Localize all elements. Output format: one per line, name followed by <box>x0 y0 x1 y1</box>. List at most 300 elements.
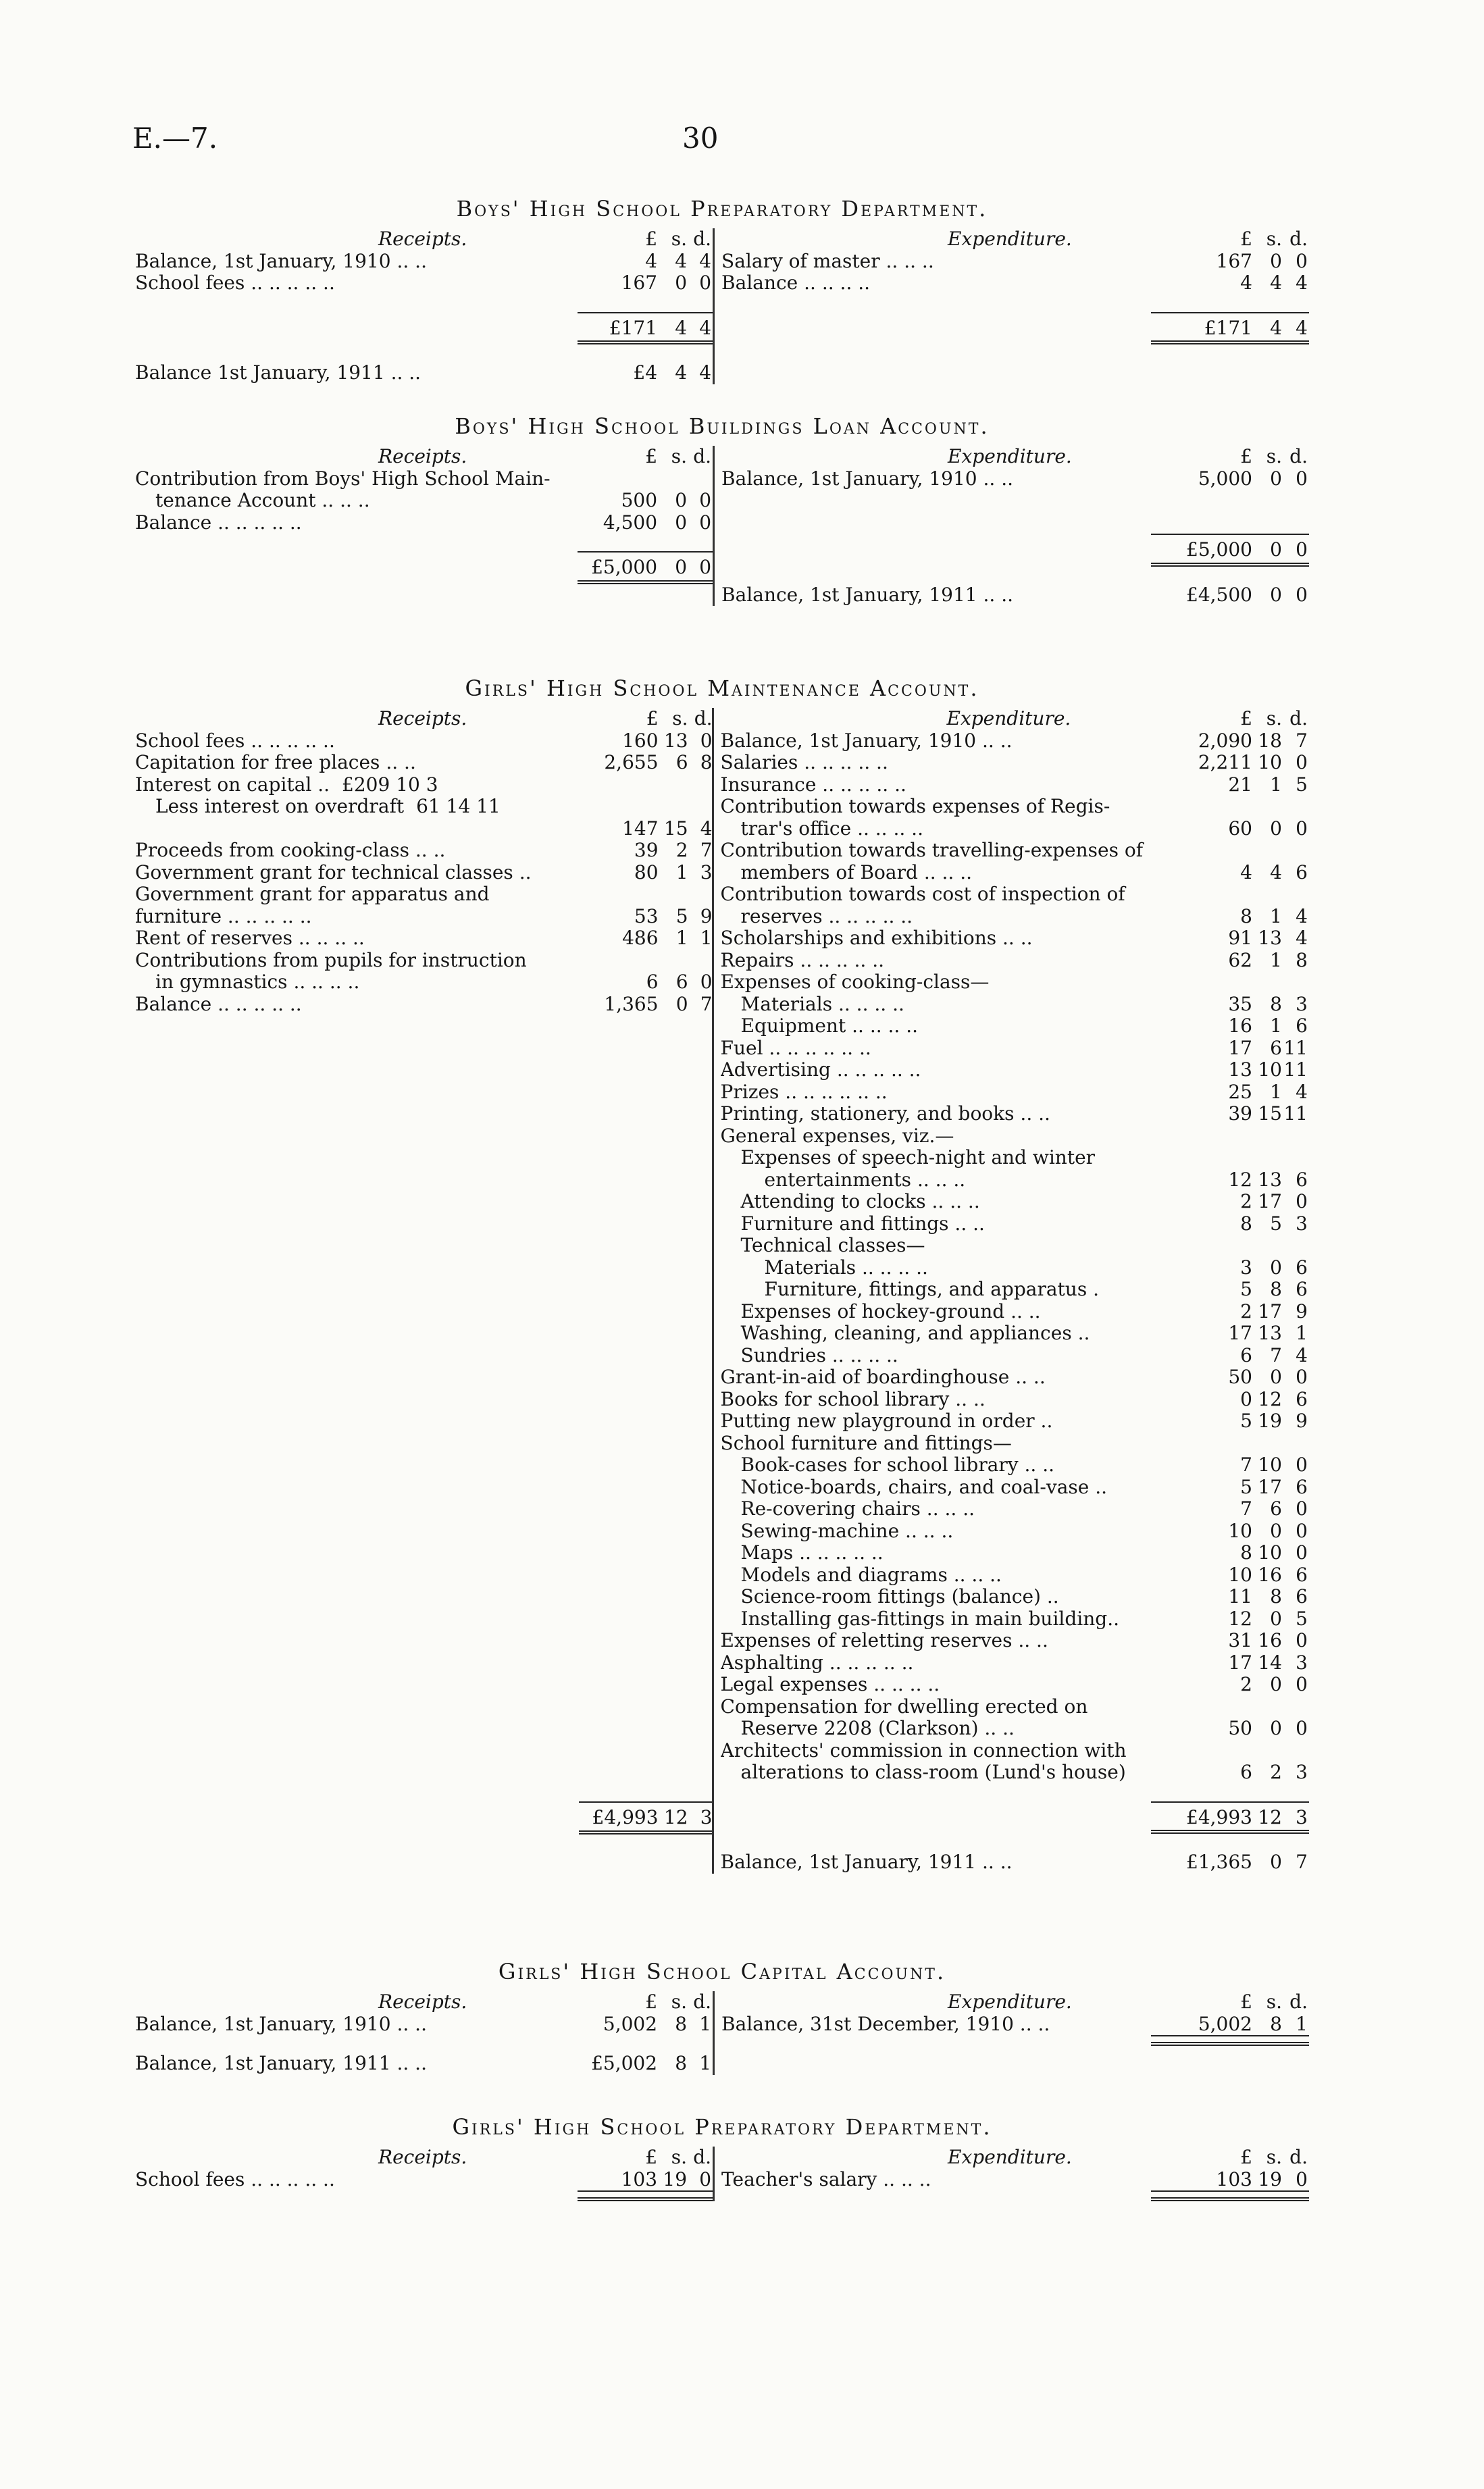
amount-pounds: 4 <box>1240 272 1252 294</box>
dot-leader: .. .. .. <box>925 1191 980 1212</box>
line-text: Advertising <box>720 1059 831 1081</box>
amount-pence: d. <box>693 2146 712 2168</box>
amount-pounds: £ <box>645 1991 658 2013</box>
amount-pence: 6 <box>1296 1387 1308 1410</box>
receipts-total-rule <box>135 2190 713 2201</box>
amount-pounds: £ <box>1240 2146 1252 2168</box>
amount <box>578 1991 713 2013</box>
amount-pence: 0 <box>700 971 713 993</box>
amount <box>1151 927 1309 950</box>
amount-pounds <box>1151 1147 1252 1169</box>
amount-shillings: 6 <box>675 971 688 993</box>
gap <box>135 2035 713 2053</box>
amount-shillings: 6 <box>675 751 688 773</box>
amount <box>1151 1103 1309 1125</box>
amount <box>579 708 714 730</box>
amount-pence: 4 <box>699 361 712 384</box>
amount-pounds <box>1151 971 1252 994</box>
amount-pence: 6 <box>1296 1585 1308 1608</box>
receipts-closing-balance <box>135 2053 713 2075</box>
receipt-line <box>135 906 714 928</box>
amount-pence <box>1282 840 1309 862</box>
line-text: Expenses of reletting reserves <box>720 1630 1013 1651</box>
amount-pounds: 6 <box>1240 1761 1252 1783</box>
line-label <box>135 906 579 928</box>
amount-shillings: 16 <box>1258 1629 1282 1651</box>
amount-pounds: £ <box>645 2146 658 2168</box>
expenditure-line <box>721 1674 1309 1696</box>
amount-pounds: 62 <box>1228 948 1252 971</box>
dot-leader: .. <box>1071 1323 1090 1344</box>
expenditure-line <box>721 1301 1309 1323</box>
expenditure-line <box>721 1081 1309 1104</box>
amount <box>1151 1433 1309 1455</box>
amount-pounds: 5 <box>1240 1410 1252 1432</box>
amount-pence: 0 <box>1296 817 1308 840</box>
amount-pounds: 10 <box>1228 1519 1252 1542</box>
section-title: Boys' High School Buildings Loan Account. <box>455 413 990 439</box>
line-label <box>721 1169 1151 1191</box>
amount-pence: 3 <box>1296 1651 1308 1674</box>
expenditure-line <box>721 2013 1309 2036</box>
amount-pounds: £5,002 <box>591 2052 658 2074</box>
amount-shillings <box>659 950 688 972</box>
dot-leader: .. .. .. .. <box>832 993 904 1015</box>
receipt-line <box>135 2013 713 2036</box>
dot-leader: .. .. .. <box>917 861 973 883</box>
account-section <box>135 675 1309 1874</box>
line-label <box>721 251 1151 273</box>
line-label <box>721 730 1151 752</box>
line-text: Balance, 1st January, 1911 <box>721 584 977 606</box>
dot-leader: .. .. <box>390 250 427 272</box>
amount-shillings: 0 <box>1270 1256 1282 1279</box>
amount-shillings: 0 <box>1270 1851 1282 1873</box>
amount-pence: 4 <box>700 817 713 840</box>
line-label <box>135 883 579 906</box>
line-label <box>135 512 578 534</box>
amount-pence: 4 <box>1296 927 1308 949</box>
amount-pounds: 5,000 <box>1198 467 1252 490</box>
amount-shillings: 19 <box>1258 2167 1282 2190</box>
expenditure-header <box>721 708 1309 730</box>
amount-pounds: 12 <box>1228 1168 1252 1191</box>
gap <box>721 294 1309 312</box>
expenditure-line <box>721 1520 1309 1543</box>
line-label <box>721 1477 1151 1499</box>
amount-shillings: 0 <box>675 556 688 578</box>
amount-pounds <box>1151 1433 1252 1455</box>
amount-shillings <box>659 774 688 796</box>
amount-pence: 1 <box>700 927 713 949</box>
line-label <box>721 1564 1151 1587</box>
line-text: Models and diagrams <box>740 1564 948 1586</box>
amount-pence: 7 <box>700 839 713 861</box>
amount-pence: d. <box>693 445 712 467</box>
amount-shillings: 0 <box>1270 817 1282 840</box>
amount <box>1151 1851 1309 1874</box>
amount-shillings: 5 <box>1270 1212 1282 1235</box>
amount-pence: 8 <box>1296 948 1308 971</box>
amount-pence: 0 <box>700 729 713 752</box>
amount-pence: 5 <box>1296 1607 1308 1630</box>
amount-pence <box>1282 1433 1309 1455</box>
line-text: Proceeds from cooking-class <box>135 840 409 861</box>
line-text: Reserve 2208 (Clarkson) <box>740 1718 979 1739</box>
amount-pounds <box>1151 1696 1252 1718</box>
dot-leader: .. .. <box>948 1212 985 1235</box>
amount-pounds: 17 <box>1228 1036 1252 1059</box>
amount-shillings: 0 <box>675 511 688 534</box>
amount-pounds: 5 <box>1240 1278 1252 1300</box>
expenditure-closing-balance <box>721 1851 1309 1874</box>
expenditure-line <box>721 1410 1309 1433</box>
expenditure-line <box>721 971 1309 994</box>
line-label <box>721 883 1151 906</box>
receipts-total <box>135 1801 714 1834</box>
account-section <box>135 413 1309 606</box>
line-label <box>721 1345 1151 1367</box>
amount <box>1151 1762 1309 1784</box>
amount-pence: d. <box>693 1991 712 2013</box>
dot-leader: .. .. .. .. .. <box>823 1651 914 1674</box>
amount-pounds: 91 <box>1228 927 1252 949</box>
line-label <box>721 774 1151 796</box>
amount <box>1151 1389 1309 1411</box>
dot-leader: .. .. .. .. .. <box>245 272 335 294</box>
line-text: General expenses, viz.— <box>720 1125 954 1147</box>
line-text: Legal expenses <box>720 1674 868 1695</box>
amount-pounds: 4 <box>645 249 658 272</box>
amount-shillings: s. <box>1266 228 1282 250</box>
amount-pounds <box>1151 883 1252 906</box>
amount-pounds: 8 <box>1240 1212 1252 1235</box>
receipt-line <box>135 883 714 906</box>
amount-pence: 9 <box>1296 1300 1308 1323</box>
amount-pounds: 35 <box>1228 992 1252 1015</box>
line-label <box>721 272 1151 294</box>
expenditure-line <box>721 468 1309 490</box>
amount-pence: 0 <box>1296 1366 1308 1388</box>
line-label <box>721 818 1151 840</box>
line-label <box>721 1608 1151 1631</box>
dot-leader: .. .. <box>380 752 416 773</box>
dot-leader: .. .. .. .. .. <box>822 905 913 927</box>
amount-pounds: 103 <box>1216 2167 1252 2190</box>
amount <box>579 730 714 752</box>
gap <box>135 344 713 362</box>
dot-leader: .. .. .. <box>315 490 370 511</box>
amount-pounds: 160 <box>622 729 659 752</box>
line-text: Capitation for free places <box>135 752 380 773</box>
amount-pounds: 39 <box>1228 1102 1252 1125</box>
line-text: members of Board <box>740 861 918 883</box>
amount-pence: 6 <box>1296 861 1308 883</box>
amount-shillings: 4 <box>675 361 688 384</box>
dot-leader: .. .. <box>409 840 446 861</box>
amount-pence: 5 <box>1296 773 1308 796</box>
gap <box>135 534 713 551</box>
amount-pence: 7 <box>1296 729 1308 752</box>
receipts-column <box>135 446 715 606</box>
line-text: Contributions from pupils for instruction <box>135 949 527 971</box>
amount-pence: 0 <box>1296 467 1308 490</box>
sub-amount: 61 14 11 <box>416 796 501 817</box>
account-columns <box>135 446 1309 606</box>
line-text: Fuel <box>720 1037 763 1059</box>
line-text: Asphalting <box>720 1651 823 1674</box>
dot-leader: .. .. .. <box>947 1564 1002 1586</box>
amount-shillings: 17 <box>1258 1475 1282 1498</box>
amount <box>1151 906 1309 928</box>
line-label <box>135 840 579 862</box>
amount-shillings <box>657 468 687 490</box>
expenditure-line <box>721 1498 1309 1520</box>
amount-shillings: 5 <box>675 904 688 927</box>
amount-pounds: 0 <box>1240 1387 1252 1410</box>
total-spacer <box>135 551 578 584</box>
amount <box>1151 1059 1309 1081</box>
line-label <box>721 1257 1151 1279</box>
dot-leader: .. .. .. .. .. <box>830 1059 921 1081</box>
amount-pence: 8 <box>700 751 713 773</box>
line-text: Salary of master <box>721 250 880 272</box>
amount-shillings: 0 <box>1270 1366 1282 1388</box>
total-spacer <box>135 312 578 345</box>
expenditure-header <box>721 2147 1309 2169</box>
amount-shillings: s. <box>671 1991 688 2013</box>
amount-pence <box>1282 1125 1309 1148</box>
total-spacer <box>721 312 1151 345</box>
receipt-line <box>135 468 713 490</box>
dot-leader: .. .. .. .. <box>798 272 871 294</box>
amount-pounds: £4,993 <box>592 1806 659 1828</box>
amount <box>578 2053 713 2075</box>
amount-pence: 11 <box>1283 1102 1308 1125</box>
dot-leader: .. .. <box>977 584 1014 606</box>
expenditure-line <box>721 1213 1309 1235</box>
dot-leader: .. .. .. .. .. <box>793 1542 884 1564</box>
amount-pence: 4 <box>699 316 712 339</box>
amount-pence: d. <box>1289 228 1308 250</box>
amount <box>1151 468 1309 490</box>
line-text: Materials <box>740 993 833 1015</box>
amount-shillings <box>1252 971 1282 994</box>
expenditure-column <box>715 228 1309 384</box>
amount <box>1151 950 1309 972</box>
amount-shillings: 0 <box>1270 1717 1282 1739</box>
receipts-header <box>135 708 714 730</box>
amount-shillings: 13 <box>1258 1322 1282 1344</box>
line-text: Balance, 1st January, 1910 <box>721 467 977 490</box>
amount <box>579 994 714 1016</box>
amount-pence: 0 <box>1296 538 1308 561</box>
expenditure-line <box>721 752 1309 774</box>
amount <box>578 512 713 534</box>
amount <box>579 971 714 994</box>
line-label <box>721 840 1151 862</box>
receipt-line <box>135 251 713 273</box>
amount-pence: 6 <box>1296 1168 1308 1191</box>
amount <box>1151 708 1309 730</box>
line-label <box>135 950 579 972</box>
amount-shillings: 8 <box>675 2052 688 2074</box>
section-title: Boys' High School Preparatory Department. <box>456 196 988 222</box>
amount-pence: d. <box>1289 1991 1308 2013</box>
line-label <box>135 994 579 1016</box>
amount <box>578 468 713 490</box>
line-label <box>135 730 579 752</box>
amount-pence: 0 <box>699 511 712 534</box>
dot-leader: .. .. .. .. .. <box>245 729 335 752</box>
total-spacer <box>721 2035 1151 2046</box>
amount-pounds: £5,000 <box>1186 538 1252 561</box>
amount <box>578 490 713 512</box>
expenditure-column <box>715 2147 1309 2201</box>
amount <box>579 818 714 840</box>
amount <box>1151 1235 1309 1257</box>
amount-shillings: 7 <box>1270 1343 1282 1366</box>
amount-pence <box>1282 883 1309 906</box>
amount <box>1151 1991 1309 2013</box>
line-text: Balance, 1st January, 1911 <box>135 2053 391 2074</box>
amount-shillings: 0 <box>1270 1519 1282 1542</box>
amount-pounds: £171 <box>1204 316 1252 339</box>
receipt-line <box>135 272 713 294</box>
gap <box>721 567 1309 584</box>
amount <box>1151 1520 1309 1543</box>
account-section <box>135 1959 1309 2075</box>
amount-pence: 4 <box>1296 316 1308 339</box>
amount-pounds: 4,500 <box>603 511 658 534</box>
expenditure-total <box>721 534 1309 567</box>
line-text: Balance, 1st January, 1910 <box>135 2013 391 2035</box>
line-text: Sewing-machine <box>740 1520 900 1542</box>
amount <box>1151 1147 1309 1169</box>
expenditure-line <box>721 994 1309 1016</box>
dot-leader: .. .. <box>976 729 1013 752</box>
amount-pounds: £4,500 <box>1186 583 1252 606</box>
amount <box>578 312 713 345</box>
amount <box>1151 840 1309 862</box>
expenditure-line <box>721 1433 1309 1455</box>
amount-pounds: £ <box>1240 1991 1252 2013</box>
amount-pounds: 80 <box>634 861 659 883</box>
line-text: School fees <box>135 729 245 752</box>
amount-shillings: 1 <box>1270 904 1282 927</box>
amount <box>1151 1279 1309 1301</box>
amount <box>578 551 713 584</box>
amount <box>1151 1801 1309 1834</box>
dot-leader: .. .. .. .. <box>292 927 365 949</box>
expenditure-total <box>721 312 1309 345</box>
line-label <box>721 1389 1151 1411</box>
amount <box>1151 1608 1309 1631</box>
receipt-line <box>135 490 713 512</box>
amount <box>579 840 714 862</box>
amount <box>579 796 714 818</box>
amount-pounds: 31 <box>1228 1629 1252 1651</box>
expenditure-line <box>721 1169 1309 1191</box>
expenditure-line <box>721 1696 1309 1718</box>
dot-leader: .. .. <box>1018 1454 1055 1476</box>
amount-pence: 1 <box>1296 1322 1308 1344</box>
amount-pounds: 147 <box>622 817 659 840</box>
amount-pounds: £4 <box>633 361 658 384</box>
expenditure-column <box>715 446 1309 606</box>
amount-pounds: 7 <box>1240 1454 1252 1476</box>
amount-pence: 7 <box>1296 1851 1308 1873</box>
receipt-line <box>135 840 714 862</box>
amount <box>1151 1718 1309 1740</box>
line-label <box>135 272 578 294</box>
amount <box>1151 2190 1309 2201</box>
amount <box>1151 584 1309 607</box>
amount <box>1151 1366 1309 1389</box>
amount-pounds: 17 <box>1228 1322 1252 1344</box>
receipts-column <box>135 228 715 384</box>
expenditure-closing-balance <box>721 584 1309 607</box>
amount-pence: d. <box>694 707 713 729</box>
receipts-heading: Receipts. <box>378 2147 467 2168</box>
line-text: Book-cases for school library <box>740 1454 1019 1476</box>
amount-shillings <box>1252 796 1282 818</box>
amount-pounds: 6 <box>646 971 659 993</box>
line-text: Balance, 1st January, 1910 <box>720 729 977 752</box>
amount-pence: 0 <box>1296 1454 1308 1476</box>
dot-leader: .. .. <box>949 1388 986 1410</box>
line-label <box>135 927 579 950</box>
line-label <box>721 1037 1151 1060</box>
dot-leader: .. .. .. .. .. <box>211 511 302 534</box>
amount <box>1151 1169 1309 1191</box>
line-label <box>721 1498 1151 1520</box>
amount <box>1151 774 1309 796</box>
line-text: Balance, 1st January, 1910 <box>135 250 391 272</box>
amount <box>1151 1652 1309 1674</box>
dot-leader: .. .. .. .. <box>287 971 360 993</box>
amount <box>1151 862 1309 884</box>
line-label <box>721 1674 1151 1696</box>
expenditure-header <box>721 446 1309 468</box>
amount-shillings <box>1252 1125 1282 1148</box>
amount-pence: 9 <box>1296 1410 1308 1432</box>
amount-shillings: 15 <box>1258 1102 1282 1125</box>
line-label <box>721 994 1151 1016</box>
receipts-header <box>135 1991 713 2013</box>
expenditure-heading: Expenditure. <box>948 446 1072 467</box>
line-text: Notice-boards, chairs, and coal-vase <box>740 1476 1090 1498</box>
amount <box>1151 1191 1309 1213</box>
expenditure-line <box>721 1542 1309 1564</box>
line-text: trar's office <box>740 817 852 840</box>
amount-shillings: 0 <box>1270 467 1282 490</box>
amount <box>1151 1323 1309 1345</box>
expenditure-line <box>721 272 1309 294</box>
dot-leader: .. .. .. .. .. <box>794 949 885 971</box>
expenditure-line <box>721 1191 1309 1213</box>
dot-leader: .. .. .. .. <box>825 1344 898 1366</box>
amount-pounds: 2 <box>1240 1190 1252 1212</box>
amount-shillings: 1 <box>1270 1080 1282 1103</box>
line-label <box>721 796 1151 818</box>
amount <box>1151 1477 1309 1499</box>
expenditure-line <box>721 1345 1309 1367</box>
amount-shillings: s. <box>672 707 688 729</box>
gap <box>721 1834 1309 1851</box>
amount-shillings: 4 <box>675 249 688 272</box>
line-text: Technical classes— <box>740 1235 925 1256</box>
